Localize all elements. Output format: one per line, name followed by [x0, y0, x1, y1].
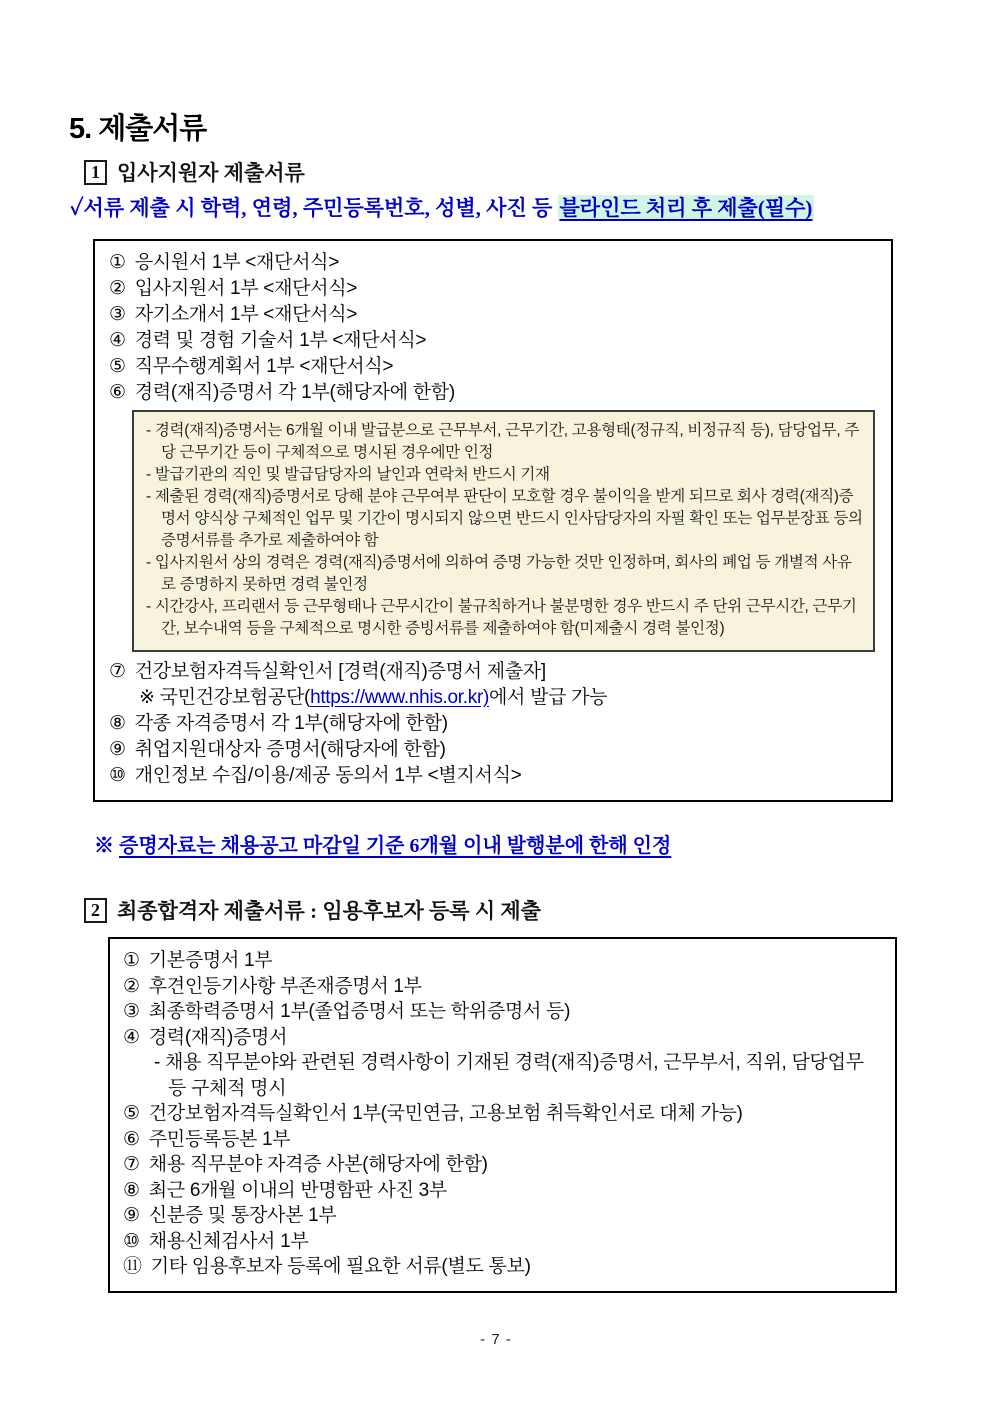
page-number: - 7 -: [480, 1331, 512, 1348]
document-item: [109, 763, 881, 789]
item-number: ⑥: [123, 1128, 140, 1150]
item-text: 신분증 및 통장사본 1부: [148, 1205, 337, 1226]
item-number: ⑨: [109, 739, 126, 760]
item-text: 채용 직무분야 자격증 사본(해당자에 한함): [148, 1154, 488, 1175]
nhis-link[interactable]: https://www.nhis.or.kr): [310, 687, 489, 708]
notice-highlight: 블라인드 처리 후 제출(필수): [559, 196, 813, 220]
item-text: 기본증명서 1부: [148, 950, 273, 971]
validity-note-text: 증명자료는 채용공고 마감일 기준 6개월 이내 발행분에 한해 인정: [119, 835, 672, 857]
item-number: ④: [123, 1026, 140, 1048]
item-text: 후견인등기사항 부존재증명서 1부: [148, 975, 422, 997]
item-number: ⑧: [123, 1179, 140, 1201]
item-number: ⑤: [109, 356, 126, 377]
section1-heading: [84, 157, 305, 187]
applicant-documents-box: [93, 239, 893, 802]
document-item: [123, 948, 885, 974]
applicant-items-bottom: [109, 711, 881, 789]
item-number: ⑨: [123, 1205, 140, 1226]
document-item: [123, 1152, 885, 1178]
item-text: 자기소개서 1부 <재단서식>: [134, 304, 358, 325]
document-item: [109, 276, 881, 302]
item-number: ⑦: [123, 1154, 140, 1175]
note-line: - 제출된 경력(재직)증명서로 당해 분야 근무여부 판단이 모호할 경우 불이익을 받게 되므로 회사 경력(재직)증명서 양식상 구체적인 업무 및 기간이 명시되지 않으면 반드시 인사담당자의 자필 확인 또는 업무분장표 등의 증명서류를 추가로 제출하여야 함: [146, 488, 863, 549]
item-text: 건강보험자격득실확인서 [경력(재직)증명서 제출자]: [134, 661, 546, 682]
item-number: ②: [109, 278, 126, 299]
item-text: 입사지원서 1부 <재단서식>: [134, 278, 358, 299]
item-text: 각종 자격증명서 각 1부(해당자에 한함): [134, 713, 448, 734]
document-item: [109, 711, 881, 737]
item-subtext: - 채용 직무분야와 관련된 경력사항이 기재된 경력(재직)증명서, 근무부서, 직위, 담당업무 등 구체적 명시: [154, 1052, 864, 1099]
item-number: ⑧: [109, 713, 126, 734]
nhis-note-prefix: ※ 국민건강보험공단(: [139, 687, 311, 708]
item-number: ⑪: [123, 1256, 142, 1277]
item-text: 건강보험자격득실확인서 1부(국민연금, 고용보험 취득확인서로 대체 가능): [148, 1103, 743, 1124]
document-item: [123, 974, 885, 1000]
item-text: 최근 6개월 이내의 반명함판 사진 3부: [148, 1179, 447, 1201]
document-item: [109, 354, 881, 380]
item-number: ⑥: [109, 382, 126, 403]
document-item: [123, 1101, 885, 1127]
page-title: 5. 제출서류: [69, 113, 207, 145]
item-number: ⑤: [123, 1103, 140, 1124]
item-text: 주민등록등본 1부: [148, 1128, 291, 1150]
section2-number-box: 2: [84, 898, 107, 923]
validity-note: [94, 829, 671, 858]
section1-number-box: 1: [84, 160, 107, 185]
item-text: 직무수행계획서 1부 <재단서식>: [134, 356, 394, 377]
document-item: [109, 737, 881, 763]
item-number: ①: [123, 950, 140, 971]
item-number: ⑩: [109, 765, 126, 786]
note-line: - 발급기관의 직인 및 발급담당자의 날인과 연락처 반드시 기재: [146, 466, 550, 483]
note-line: - 시간강사, 프리랜서 등 근무형태나 근무시간이 불규칙하거나 불분명한 경우 반드시 주 단위 근무시간, 근무기간, 보수내역 등을 구체적으로 명시한 증빙서류를 제출하여야 함(미제출시 경력 불인정): [146, 598, 857, 637]
document-item: [123, 1203, 885, 1229]
career-certificate-note-box: [132, 410, 875, 652]
document-item: [123, 1229, 885, 1255]
item-text: 최종학력증명서 1부(졸업증명서 또는 학위증명서 등): [148, 1001, 571, 1022]
item-text: 채용신체검사서 1부: [148, 1230, 309, 1252]
applicant-items-top: [109, 250, 881, 406]
item-text: 취업지원대상자 증명서(해당자에 한함): [134, 739, 446, 760]
nhis-note-suffix: 에서 발급 가능: [489, 687, 608, 708]
document-item: [123, 999, 885, 1025]
section2-heading-text: 최종합격자 제출서류 : 임용후보자 등록 시 제출: [117, 899, 541, 923]
item-number: ⑩: [123, 1230, 140, 1252]
document-item: [109, 380, 881, 406]
document-item: [123, 1254, 885, 1280]
item-text: 기타 임용후보자 등록에 필요한 서류(별도 통보): [150, 1256, 531, 1277]
item-text: 경력 및 경험 기술서 1부 <재단서식>: [134, 330, 427, 351]
notice-text: 서류 제출 시 학력, 연령, 주민등록번호, 성별, 사진 등: [83, 196, 558, 220]
item-number: ①: [109, 252, 126, 273]
item-number: ④: [109, 330, 126, 351]
document-item: [109, 659, 881, 685]
nhis-issue-note: [109, 685, 881, 711]
reference-mark-icon: ※: [94, 835, 119, 857]
item-text: 응시원서 1부 <재단서식>: [134, 252, 340, 273]
final-candidate-documents-box: [108, 937, 897, 1293]
note-line: - 경력(재직)증명서는 6개월 이내 발급분으로 근무부서, 근무기간, 고용형태(정규직, 비정규직 등), 담당업무, 주당 근무기간 등이 구체적으로 명시된 경우에만 인정: [146, 422, 860, 461]
section2-heading: [84, 895, 541, 925]
blind-processing-notice: [70, 192, 814, 222]
item-number: ③: [123, 1001, 140, 1022]
document-item: [123, 1178, 885, 1204]
document-item: [109, 250, 881, 276]
item-text: 경력(재직)증명서: [148, 1026, 288, 1048]
item-text: 경력(재직)증명서 각 1부(해당자에 한함): [134, 382, 455, 403]
item-text: 개인정보 수집/이용/제공 동의서 1부 <별지서식>: [134, 765, 522, 786]
document-item: [123, 1127, 885, 1153]
document-item: [109, 328, 881, 354]
item-number: ⑦: [109, 661, 126, 682]
document-item: [109, 302, 881, 328]
item-number: ②: [123, 975, 140, 997]
note-line: - 입사지원서 상의 경력은 경력(재직)증명서에 의하여 증명 가능한 것만 인정하며, 회사의 폐업 등 개별적 사유로 증명하지 못하면 경력 불인정: [146, 554, 852, 593]
section1-heading-text: 입사지원자 제출서류: [117, 161, 305, 185]
check-icon: ✓: [70, 196, 84, 220]
item-number: ③: [109, 304, 126, 325]
document-item: [123, 1025, 885, 1051]
